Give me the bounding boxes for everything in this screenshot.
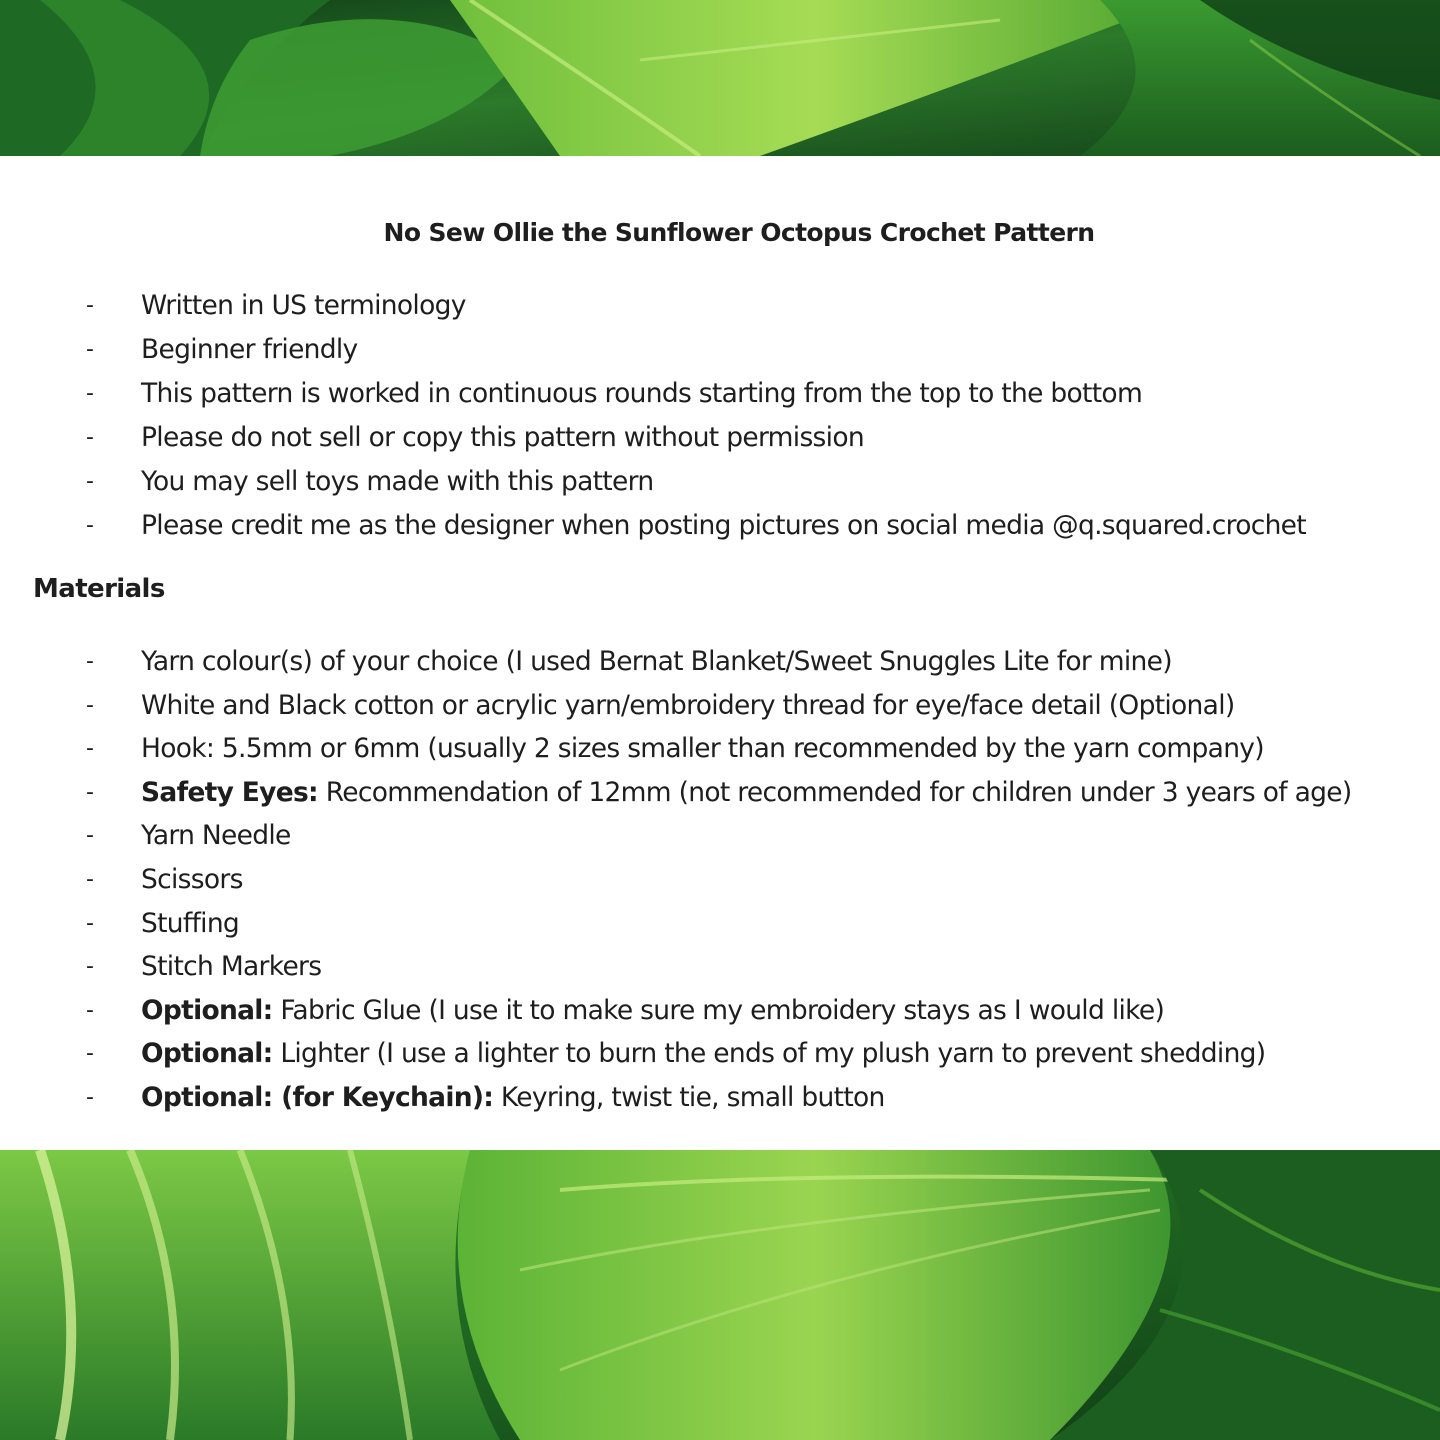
item-label: Optional: — [141, 994, 273, 1026]
list-item-text: You may sell toys made with this pattern — [141, 466, 654, 497]
pattern-card — [0, 156, 1440, 1150]
item-description: Keyring, twist tie, small button — [493, 1081, 885, 1113]
list-item-text: Please do not sell or copy this pattern without permission — [141, 422, 864, 453]
item-description: Stitch Markers — [141, 951, 322, 983]
bullet-dash: - — [86, 293, 94, 318]
list-item-text: Beginner friendly — [141, 334, 358, 365]
list-item — [0, 945, 1440, 989]
intro-list — [0, 284, 1440, 548]
item-description: Yarn Needle — [141, 820, 291, 852]
list-item — [0, 504, 1440, 548]
bullet-dash: - — [86, 910, 94, 936]
bullet-dash: - — [86, 736, 94, 762]
materials-list — [0, 640, 1440, 1120]
bullet-dash: - — [86, 1084, 94, 1110]
list-item-text — [141, 640, 1172, 684]
list-item — [0, 989, 1440, 1033]
leaf-image-bottom — [0, 1150, 1440, 1440]
list-item — [0, 284, 1440, 328]
bullet-dash: - — [86, 692, 94, 718]
materials-heading: Materials — [33, 574, 165, 604]
page-title: No Sew Ollie the Sunflower Octopus Crochet Pattern — [383, 218, 1095, 247]
list-item — [0, 814, 1440, 858]
list-item — [0, 640, 1440, 684]
list-item — [0, 771, 1440, 815]
item-description: Recommendation of 12mm (not recommended for children under 3 years of age) — [317, 776, 1352, 808]
list-item-text — [141, 727, 1264, 771]
leaf-image-top — [0, 0, 1440, 156]
list-item-text — [141, 771, 1352, 815]
item-description: Stuffing — [141, 907, 240, 939]
item-description: Hook: 5.5mm or 6mm (usually 2 sizes smaller than recommended by the yarn company) — [141, 733, 1264, 765]
list-item — [0, 1076, 1440, 1120]
item-description: White and Black cotton or acrylic yarn/embroidery thread for eye/face detail (Optional) — [141, 689, 1235, 721]
list-item — [0, 460, 1440, 504]
bullet-dash: - — [86, 337, 94, 362]
item-label: Safety Eyes: — [141, 776, 318, 808]
list-item-text: This pattern is worked in continuous rounds starting from the top to the bottom — [141, 378, 1143, 409]
list-item-text — [141, 684, 1235, 728]
list-item — [0, 372, 1440, 416]
list-item-text — [141, 858, 243, 902]
bullet-dash: - — [86, 649, 94, 674]
item-description: Fabric Glue (I use it to make sure my embroidery stays as I would like) — [272, 994, 1165, 1026]
list-item-text — [141, 989, 1164, 1033]
item-label: Optional: — [141, 1038, 273, 1070]
list-item — [0, 902, 1440, 946]
list-item-text — [141, 902, 239, 946]
leaf-background-top — [0, 0, 1440, 156]
list-item — [0, 727, 1440, 771]
item-description: Scissors — [141, 863, 243, 895]
bullet-dash: - — [86, 823, 94, 849]
bullet-dash: - — [86, 866, 94, 892]
list-item — [0, 1032, 1440, 1076]
list-item-text — [141, 945, 321, 989]
list-item — [0, 684, 1440, 728]
item-description: Yarn colour(s) of your choice (I used Bernat Blanket/Sweet Snuggles Lite for mine) — [141, 646, 1172, 677]
list-item — [0, 858, 1440, 902]
list-item-text: Written in US terminology — [141, 290, 466, 321]
list-item-text: Please credit me as the designer when posting pictures on social media @q.squared.crochet — [141, 510, 1306, 541]
bullet-dash: - — [86, 513, 94, 538]
bullet-dash: - — [86, 779, 94, 805]
list-item-text — [141, 1032, 1265, 1076]
bullet-dash: - — [86, 381, 94, 406]
bullet-dash: - — [86, 425, 94, 450]
item-label: Optional: (for Keychain): — [141, 1081, 494, 1113]
list-item-text — [141, 814, 291, 858]
list-item — [0, 416, 1440, 460]
list-item — [0, 328, 1440, 372]
bullet-dash: - — [86, 1041, 94, 1067]
leaf-background-bottom — [0, 1150, 1440, 1440]
bullet-dash: - — [86, 469, 94, 494]
list-item-text — [141, 1076, 885, 1120]
bullet-dash: - — [86, 997, 94, 1023]
bullet-dash: - — [86, 954, 94, 980]
item-description: Lighter (I use a lighter to burn the ends of my plush yarn to prevent shedding) — [272, 1038, 1266, 1070]
